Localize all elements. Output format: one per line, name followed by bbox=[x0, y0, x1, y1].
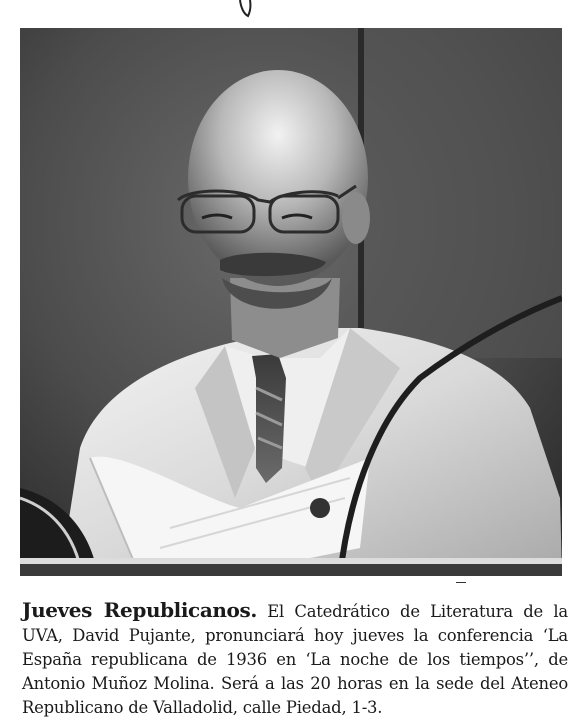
caption-body: El Catedrático de Literatura de la UVA, David Pujante, pronunciará hoy jueves la conferencia ‘La España republicana de 1936 en ‘La noche de los tiempos’’, de Antonio Muñoz Molina. Será a las 20 horas en la sede del Ateneo Republicano de Valladolid, calle Piedad, 1-3. bbox=[22, 602, 568, 717]
clipping-edge-mark bbox=[234, 0, 256, 18]
caption-heading: Jueves Republicanos. bbox=[22, 598, 257, 622]
speaker-photo-illustration bbox=[20, 28, 562, 576]
photo-caption bbox=[22, 598, 568, 720]
print-artifact bbox=[456, 582, 466, 583]
news-photo bbox=[20, 28, 562, 576]
